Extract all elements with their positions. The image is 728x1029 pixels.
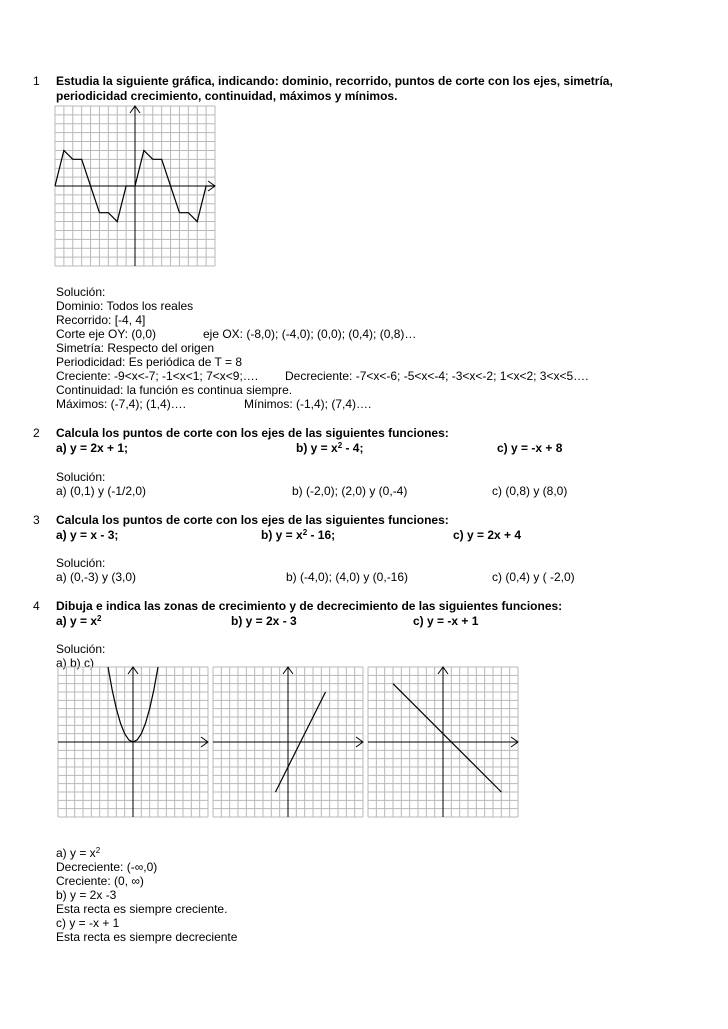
problem-1-number: 1: [33, 74, 40, 88]
problem-3-function-a: a) y = x - 3;: [56, 528, 119, 542]
problem-4-solution-label: Solución:: [56, 642, 106, 656]
solution-simetria: Simetría: Respecto del origen: [56, 341, 215, 355]
problem-2-function-c: c) y = -x + 8: [497, 441, 563, 455]
answer-a-increasing: Creciente: (0, ∞): [56, 874, 144, 888]
problem-4-function-a: a) $y = x^2$: [56, 614, 102, 628]
solution-creciente: Creciente: -9<x<-7; -1<x<1; 7<x<9;….: [56, 369, 259, 383]
problem-1-statement-line-1: Estudia la siguiente gráfica, indicando: dominio, recorrido, puntos de corte con los ejes, simetría,: [56, 74, 613, 88]
solution-minimos: Mínimos: (-1,4); (7,4)….: [244, 397, 372, 411]
problem-4-function-b: b) y = 2x - 3: [231, 614, 297, 628]
solution-periodicidad: Periodicidad: Es periódica de T = 8: [56, 355, 243, 369]
solution-corte-oy: Corte eje OY: (0,0): [56, 327, 157, 341]
problem-1-statement-line-2: periodicidad crecimiento, continuidad, máximos y mínimos.: [56, 89, 398, 103]
solution-maximos: Máximos: (-7,4); (1,4)….: [56, 397, 187, 411]
problem-3-solution-b: b) (-4,0); (4,0) y (0,-16): [286, 570, 409, 584]
problem-3-statement: Calcula los puntos de corte con los ejes de las siguientes funciones:: [56, 513, 449, 527]
solution-corte-ox: eje OX: (-8,0); (-4,0); (0,0); (0,4); (0,8)…: [203, 327, 417, 341]
solution-continuidad: Continuidad: la función es continua siempre.: [56, 383, 293, 397]
problem-2-solution-c: c) (0,8) y (8,0): [492, 484, 568, 498]
problem-2-number: 2: [33, 426, 40, 440]
problem-2-solution-b: b) (-2,0); (2,0) y (0,-4): [292, 484, 408, 498]
chart-problem-4a: [58, 667, 208, 817]
answer-a-decreasing: Decreciente: (-∞,0): [56, 860, 158, 874]
problem-3-function-c: c) y = 2x + 4: [453, 528, 522, 542]
problem-2-statement: Calcula los puntos de corte con los ejes de las siguientes funciones:: [56, 426, 449, 440]
problem-2-solution-label: Solución:: [56, 470, 106, 484]
problem-2-function-b: b) $y = x^2 - 4$;: [296, 441, 364, 455]
problem-4-function-c: c) y = -x + 1: [413, 614, 479, 628]
chart-problem-4c: [368, 667, 518, 817]
solution-decreciente: Decreciente: -7<x<-6; -5<x<-4; -3<x<-2; 1<x<2; 3<x<5….: [285, 369, 589, 383]
solution-recorrido: Recorrido: [-4, 4]: [56, 313, 146, 327]
chart-problem-1: [55, 106, 215, 266]
answer-b-text: Esta recta es siempre creciente.: [56, 902, 228, 916]
problem-3-function-b: b) $y = x^2 - 16$;: [261, 528, 336, 542]
solution-dominio: Dominio: Todos los reales: [56, 299, 194, 313]
problem-3-solution-a: a) (0,-3) y (3,0): [56, 570, 137, 584]
problem-2-solution-a: a) (0,1) y (-1/2,0): [56, 484, 147, 498]
problem-4-statement: Dibuja e indica las zonas de crecimiento y de decrecimiento de las siguientes funciones:: [56, 599, 563, 613]
problem-3-solution-label: Solución:: [56, 556, 106, 570]
answer-b-function: b) y = 2x -3: [56, 888, 117, 902]
problem-1-solution-label: Solución:: [56, 285, 106, 299]
answer-c-text: Esta recta es siempre decreciente: [56, 930, 238, 944]
problem-2-function-a: a) y = 2x + 1;: [56, 441, 129, 455]
problem-3-solution-c: c) (0,4) y ( -2,0): [492, 570, 575, 584]
problem-4-graphs-label: a) b) c): [56, 656, 95, 670]
answer-c-function: c) y = -x + 1: [56, 916, 120, 930]
problem-4-number: 4: [33, 599, 40, 613]
answer-a-function: a) $y = x^2$: [56, 846, 101, 860]
problem-3-number: 3: [33, 513, 40, 527]
chart-problem-4b: [213, 667, 363, 817]
